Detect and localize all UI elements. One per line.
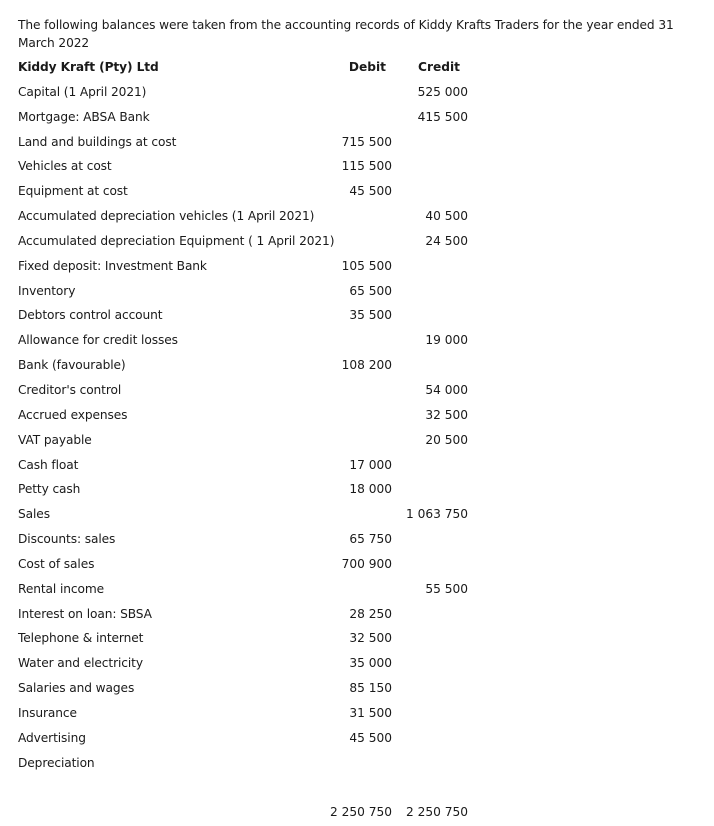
account-name: Cash float [18,457,79,472]
table-row [18,230,488,255]
debit-amount: 105 500 [341,258,392,273]
debit-amount: 85 150 [349,681,392,696]
account-name: Water and electricity [18,656,143,671]
debit-amount: 700 900 [341,556,392,571]
debit-amount: 65 500 [349,283,392,298]
totals-row [18,801,488,826]
credit-amount: 54 000 [425,382,468,397]
trial-balance-table [18,56,488,826]
credit-amount: 1 063 750 [405,507,468,522]
debit-amount: 715 500 [341,134,392,149]
table-row [18,478,488,503]
table-row [18,652,488,677]
total-debit: 2 250 750 [329,805,392,820]
table-row [18,578,488,603]
table-row [18,304,488,329]
account-name: Cost of sales [18,556,95,571]
table-row [18,131,488,156]
table-row [18,752,488,777]
account-name: Accrued expenses [18,407,128,422]
table-row [18,528,488,553]
account-name: Fixed deposit: Investment Bank [18,258,207,273]
account-name: Debtors control account [18,308,163,323]
account-name: Insurance [18,705,77,720]
account-name: Telephone & internet [18,631,144,646]
table-row [18,404,488,429]
account-name: VAT payable [18,432,92,447]
credit-amount: 55 500 [425,581,468,596]
table-row [18,702,488,727]
debit-amount: 108 200 [341,358,392,373]
total-credit: 2 250 750 [405,805,468,820]
debit-amount: 31 500 [349,705,392,720]
account-name: Accumulated depreciation vehicles (1 April 2021) [18,209,315,224]
debit-amount: 32 500 [349,631,392,646]
table-spacer [18,776,488,801]
account-name: Land and buildings at cost [18,134,177,149]
table-row [18,81,488,106]
account-name: Sales [18,507,50,522]
credit-amount: 415 500 [417,109,468,124]
account-name: Petty cash [18,482,81,497]
account-name: Allowance for credit losses [18,333,178,348]
table-body [18,81,488,777]
debit-amount: 17 000 [349,457,392,472]
debit-column-header: Debit [348,60,386,74]
table-row [18,155,488,180]
table-row [18,603,488,628]
account-name: Interest on loan: SBSA [18,606,152,621]
debit-amount: 18 000 [349,482,392,497]
table-row [18,627,488,652]
account-name: Equipment at cost [18,184,128,199]
account-name: Discounts: sales [18,532,116,547]
credit-column-header: Credit [418,60,460,74]
account-name: Bank (favourable) [18,358,126,373]
debit-amount: 45 500 [349,184,392,199]
table-row [18,255,488,280]
table-row [18,106,488,131]
credit-amount: 32 500 [425,407,468,422]
debit-amount: 115 500 [341,159,392,174]
account-name: Vehicles at cost [18,159,112,174]
account-name: Inventory [18,283,76,298]
account-name: Advertising [18,730,86,745]
account-name: Mortgage: ABSA Bank [18,109,150,124]
table-row [18,379,488,404]
company-name: Kiddy Kraft (Pty) Ltd [18,60,159,74]
table-row [18,553,488,578]
table-row [18,429,488,454]
table-header-row [18,56,488,81]
table-row [18,280,488,305]
account-name: Capital (1 April 2021) [18,84,147,99]
credit-amount: 20 500 [425,432,468,447]
account-name: Depreciation [18,755,95,770]
table-row [18,180,488,205]
table-row [18,727,488,752]
debit-amount: 35 000 [349,656,392,671]
account-name: Rental income [18,581,104,596]
debit-amount: 65 750 [349,532,392,547]
credit-amount: 525 000 [417,84,468,99]
account-name: Salaries and wages [18,681,135,696]
intro-paragraph: The following balances were taken from the accounting records of Kiddy Krafts Traders for the year ended 31 March 2022 [18,18,674,50]
credit-amount: 24 500 [425,233,468,248]
debit-amount: 35 500 [349,308,392,323]
credit-amount: 19 000 [425,333,468,348]
table-row [18,329,488,354]
table-row [18,677,488,702]
credit-amount: 40 500 [425,209,468,224]
table-row [18,205,488,230]
debit-amount: 45 500 [349,730,392,745]
table-row [18,354,488,379]
account-name: Accumulated depreciation Equipment ( 1 April 2021) [18,233,335,248]
table-row [18,503,488,528]
account-name: Creditor's control [18,382,122,397]
debit-amount: 28 250 [349,606,392,621]
table-row [18,454,488,479]
